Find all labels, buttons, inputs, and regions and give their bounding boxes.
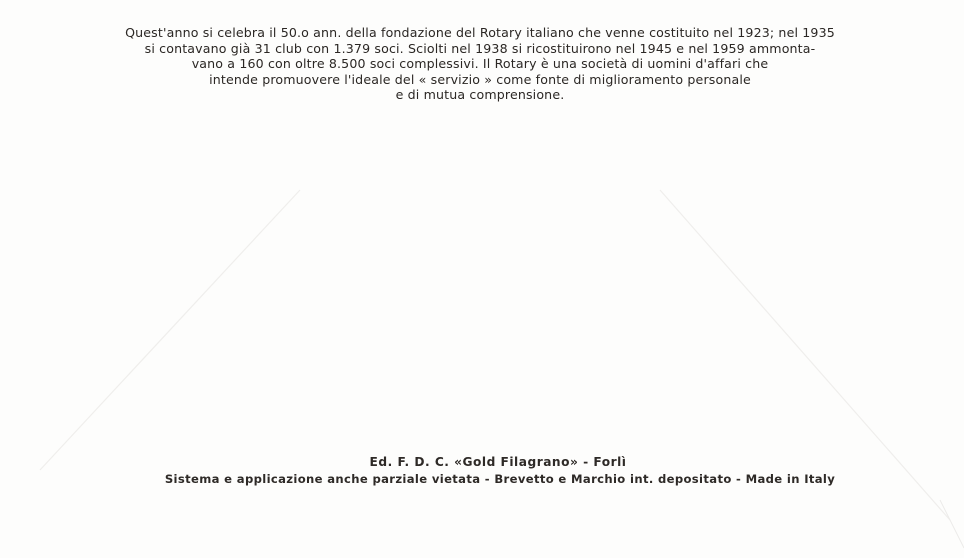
description-line-2: si contavano già 31 club con 1.379 soci. Sciolti nel 1938 si ricostituirono nel 1945 e nel 1959 ammonta-	[144, 40, 816, 56]
description-text	[80, 25, 880, 103]
description-line-5: e di mutua comprensione.	[395, 87, 565, 102]
rights-notice: Sistema e applicazione anche parziale vietata - Brevetto e Marchio int. depositato - Made in Italy	[164, 472, 836, 486]
publisher-imprint: Ed. F. D. C. «Gold Filagrano» - Forlì	[369, 455, 627, 469]
right-flap-fold	[660, 190, 950, 520]
description-line-3: vano a 160 con oltre 8.500 soci complessivi. Il Rotary è una società di uomini d'affari che	[191, 56, 769, 71]
description-line-1: Quest'anno si celebra il 50.o ann. della fondazione del Rotary italiano che venne costituito nel 1923; nel 1935	[125, 25, 835, 40]
left-flap-fold	[40, 190, 300, 470]
bottom-right-corner-fold	[940, 500, 964, 548]
description-line-4: intende promuovere l'ideale del « servizio » come fonte di miglioramento personale	[209, 71, 751, 87]
